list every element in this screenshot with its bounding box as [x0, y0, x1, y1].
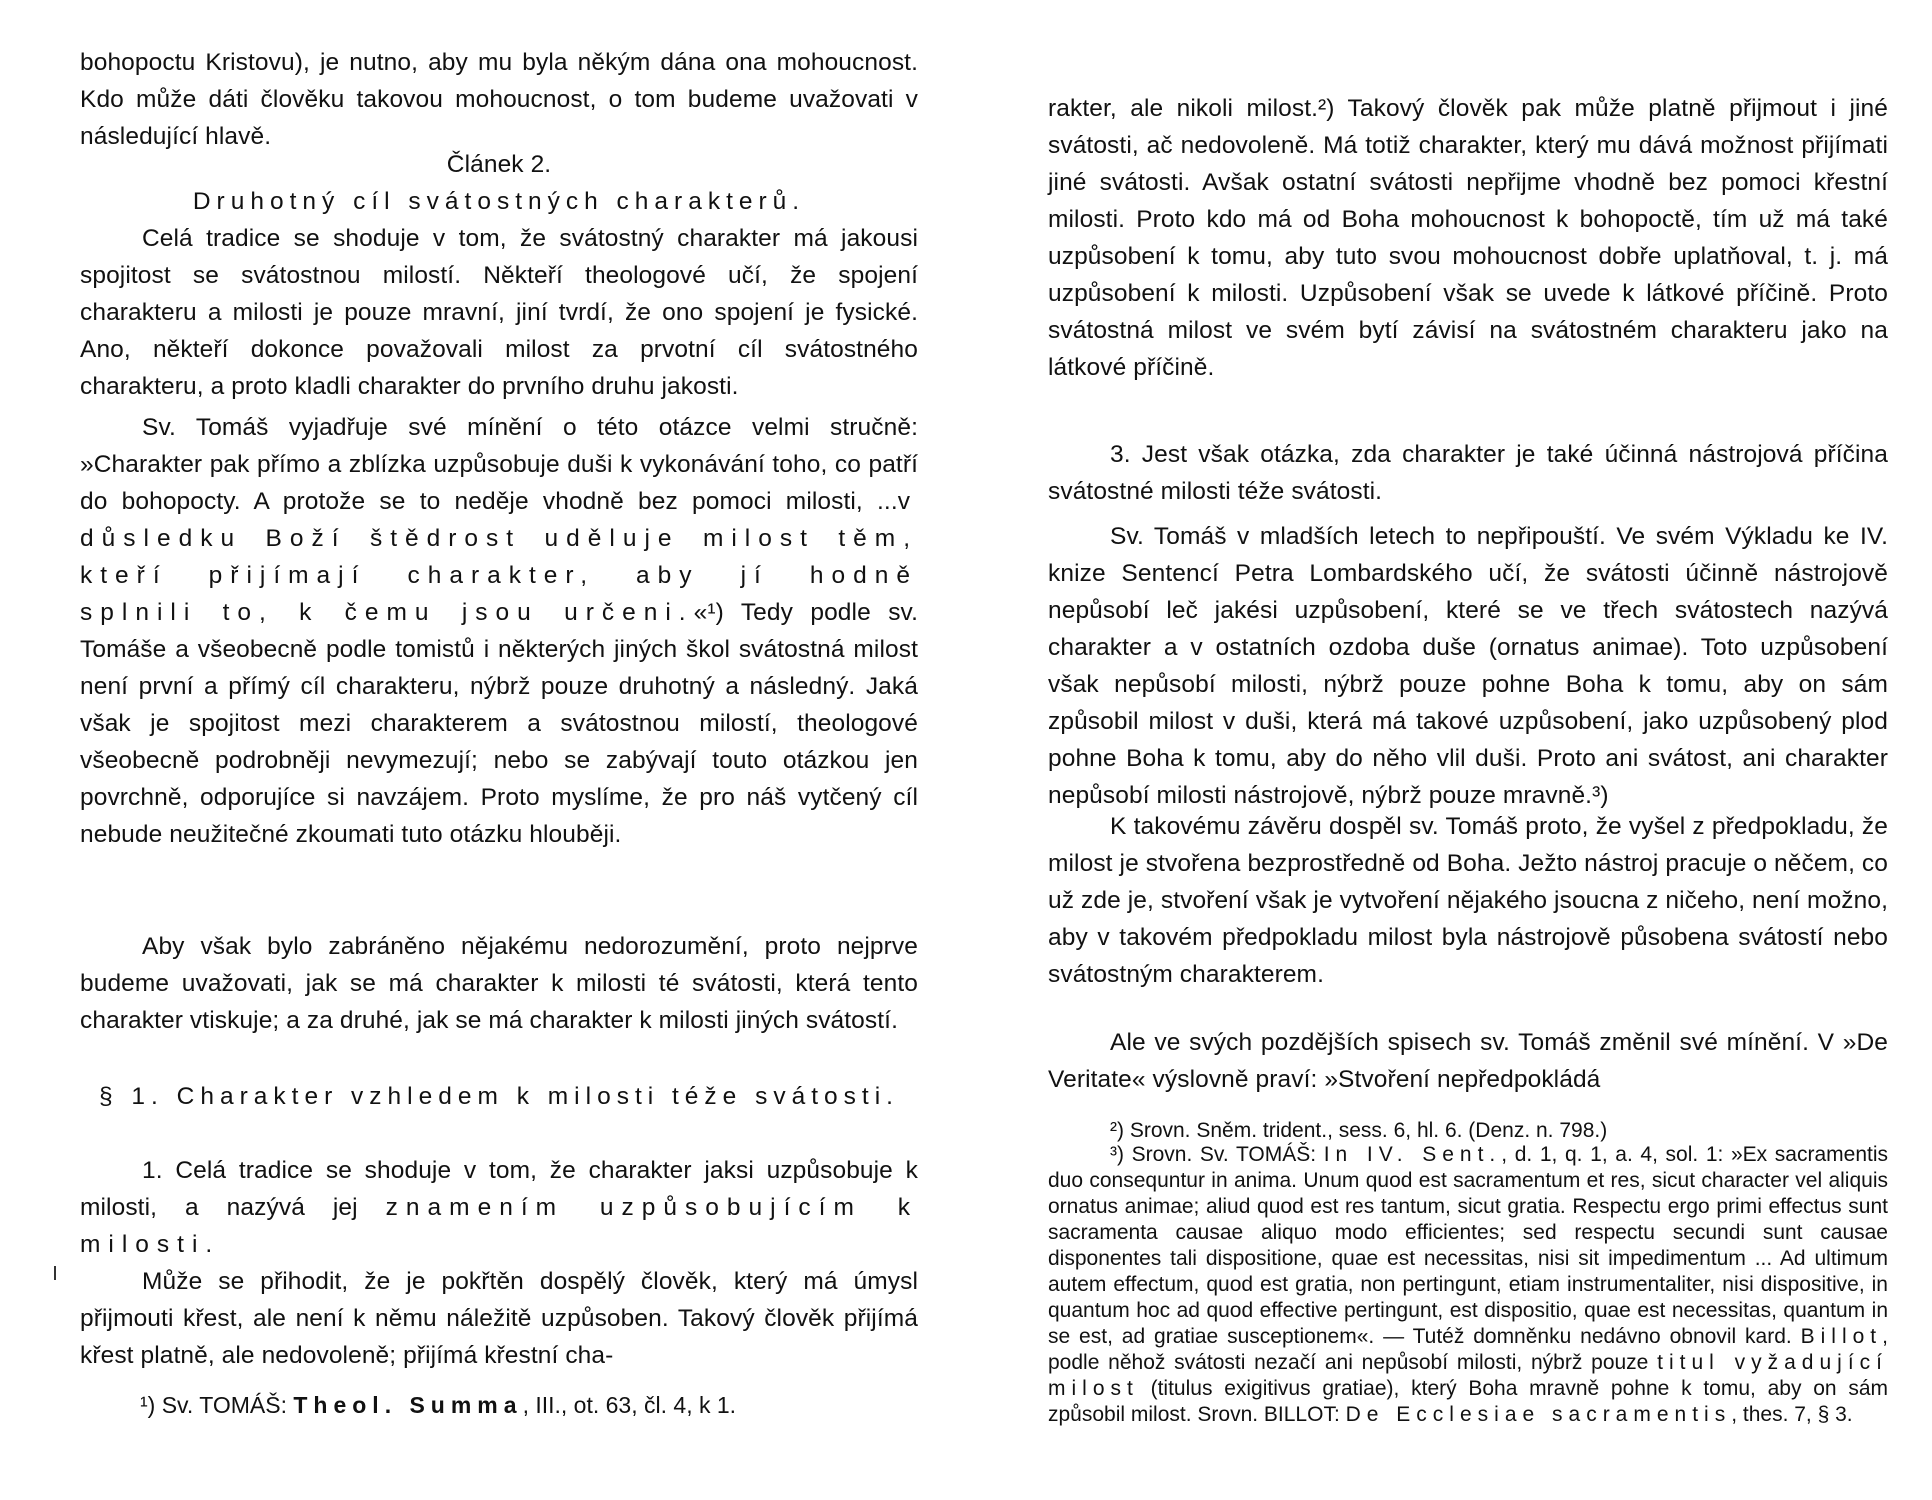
footnote: [1048, 1142, 1888, 1428]
section-title: § 1. Charakter vzhledem k milosti téže svátosti.: [99, 1083, 899, 1110]
text-span: , thes. 7, § 3.: [1731, 1403, 1853, 1426]
paragraph: [80, 1152, 918, 1263]
text-span: (titulus exigitivus gratiae), který Boha mravně pohne k tomu, aby on sám způsobil milost. Srovn. BILLOT:: [1048, 1377, 1888, 1426]
emphasis-text: titul vyžadující milost: [1048, 1351, 1889, 1400]
text-span: ³) Srovn. Sv. TOMÁŠ:: [1110, 1143, 1324, 1166]
paragraph: Sv. Tomáš v mladších letech to nepřipouští. Ve svém Výkladu ke IV. knize Sentencí Petra Lombardského učí, že svátosti účinně nástrojově nepůsobí leč jakési uzpůsobení, které se ve třech svátostech nazývá charakter a v ostatních ozdoba duše (ornatus animae). Toto uzpůsobení však nepůsobí milosti, nýbrž pouze pohne Boha k tomu, aby on sám způsobil milost v duši, která má takové uzpůsobení, jako uzpůsobený plod pohne Boha k tomu, aby do něho vlil duši. Proto ani svátost, ani charakter nepůsobí milosti nástrojově, nýbrž pouze mravně.³): [1048, 523, 1888, 809]
paragraph: Může se přihodit, že je pokřtěn dospělý člověk, který má úmysl přijmouti křest, ale není k němu náležitě uzpůsoben. Takový člověk přijímá křest platně, ale nedovoleně; přijímá křestní cha-: [80, 1268, 918, 1369]
footnote: [140, 1392, 920, 1418]
paragraph: K takovému závěru dospěl sv. Tomáš proto, že vyšel z předpokladu, že milost je stvořena bezprostředně od Boha. Ježto nástroj pracuje o něčem, co už zde je, stvoření však je vytvoření nějakého jsoucna z ničeho, není možno, aby v takovém předpokladu milost byla nástrojově působena svátostí nebo svátostným charakterem.: [1048, 813, 1888, 988]
paragraph: Celá tradice se shoduje v tom, že svátostný charakter má jakousi spojitost se svátostnou milostí. Někteří theologové učí, že spojení charakteru a milosti je pouze mravní, jiní tvrdí, že ono spojení je fysické. Ano, někteří dokonce považovali milost za prvotní cíl svátostného charakteru, a proto kladli charakter do prvního druhu jakosti.: [80, 225, 918, 400]
text-span: «¹) Tedy podle sv. Tomáše a všeobecně podle tomistů i některých jiných škol svátostná milost není první a přímý cíl charakteru, nýbrž pouze druhotný a následný. Jaká však je spojitost mezi charakterem a svátostnou milostí, theologové všeobecně podrobněji nevymezují; nebo se zabývají touto otázkou jen povrchně, odporujíce si navzájem. Proto myslíme, že pro náš vytčený cíl nebude neužitečné zkoumati tuto otázku hlouběji.: [80, 599, 918, 848]
footnote: ²) Srovn. Sněm. trident., sess. 6, hl. 6. (Denz. n. 798.): [1110, 1119, 1608, 1142]
text-span: Sv. Tomáš vyjadřuje své mínění o této otázce velmi stručně: »Charakter pak přímo a zblízka uzpůsobuje duši k vykonávání toho, co patří do bohopocty. A protože se to neděje vhodně bez pomoci milosti, ...: [80, 414, 918, 515]
paragraph-continuation: bohopoctu Kristovu), je nutno, aby mu byla někým dána ona mohoucnost. Kdo může dáti člověku takovou mohoucnost, o tom budeme uvažovati v následující hlavě.: [80, 49, 918, 150]
text-span: 1. Celá tradice se shoduje v tom, že charakter jaksi uzpůsobuje k milosti, a nazývá jej: [80, 1157, 918, 1221]
text-span: , d. 1, q. 1, a. 4, sol. 1: »Ex sacramentis duo consequntur in anima. Unum quod est sacramentum et res, sicut character vel aliquis ornatus animae; aliud quod est res tantum, sicut gratia. Respectu ergo primi effectus sunt sacramenta causae aliquo modo efficientes; sed respectu secundi sunt causae disponentes tali dispositione, quae est necessitas, nisi sit impedimentum ... Ad ultimum autem effectum, quod est gratia, non pertingunt, etiam instrumentaliter, nisi dispositive, in quantum hoc ad quod effective pertingunt, est dispositio, quae est necessitas, quantum in se est, ad gratiae susceptionem«. — Tutéž domněnku nedávno obnovil kard.: [1048, 1143, 1889, 1348]
paragraph: Aby však bylo zabráněno nějakému nedorozumění, proto nejprve budeme uvažovati, jak se má charakter k milosti té svátosti, která tento charakter vtiskuje; a za druhé, jak se má charakter k milosti jiných svátostí.: [80, 933, 918, 1034]
paragraph: [80, 409, 918, 853]
right-page: [966, 0, 1932, 1500]
emphasis-text: Billot: [1800, 1325, 1883, 1348]
text-span: ¹) Sv. TOMÁŠ:: [140, 1392, 294, 1418]
paragraph: 3. Jest však otázka, zda charakter je také účinná nástrojová příčina svátostné milosti téže svátosti.: [1048, 441, 1888, 505]
emphasis-text: v důsledku Boží štědrost uděluje milost těm, kteří přijímají charakter, aby jí hodně splnili to, k čemu jsou určeni.: [80, 488, 918, 626]
article-number: Článek 2.: [446, 151, 552, 178]
emphasis-text: De Ecclesiae sacramentis: [1345, 1403, 1732, 1426]
emphasis-text: znamením uzpůsobujícím k milosti.: [80, 1194, 919, 1258]
emphasis-text: In IV. Sent.: [1323, 1143, 1502, 1166]
article-title: Druhotný cíl svátostných charakterů.: [192, 188, 806, 215]
text-span: , podle něhož svátosti nezačí ani nepůsobí milosti, nýbrž pouze: [1048, 1325, 1888, 1374]
margin-mark: [54, 1266, 56, 1280]
paragraph-continuation: rakter, ale nikoli milost.²) Takový člověk pak může platně přijmout i jiné svátosti, ač nedovoleně. Má totiž charakter, který mu dává možnost přijímati jiné svátosti. Avšak ostatní svátosti nepřijme vhodně bez pomoci křestní milosti. Proto kdo má od Boha mohoucnost k bohopoctě, tím už má také uzpůsobení k tomu, aby tuto svou mohoucnost dobře uplatňoval, t. j. má uzpůsobení k milosti. Uzpůsobení však se uvede k látkové příčině. Proto svátostná milost ve svém bytí závisí na svátostném charakteru jako na látkové příčině.: [1048, 95, 1888, 381]
text-span: , III., ot. 63, čl. 4, k 1.: [522, 1392, 737, 1418]
paragraph: Ale ve svých pozdějších spisech sv. Tomáš změnil své mínění. V »De Veritate« výslovně praví: »Stvoření nepředpokládá: [1048, 1029, 1888, 1093]
emphasis-text: Theol. Summa: [293, 1392, 523, 1418]
